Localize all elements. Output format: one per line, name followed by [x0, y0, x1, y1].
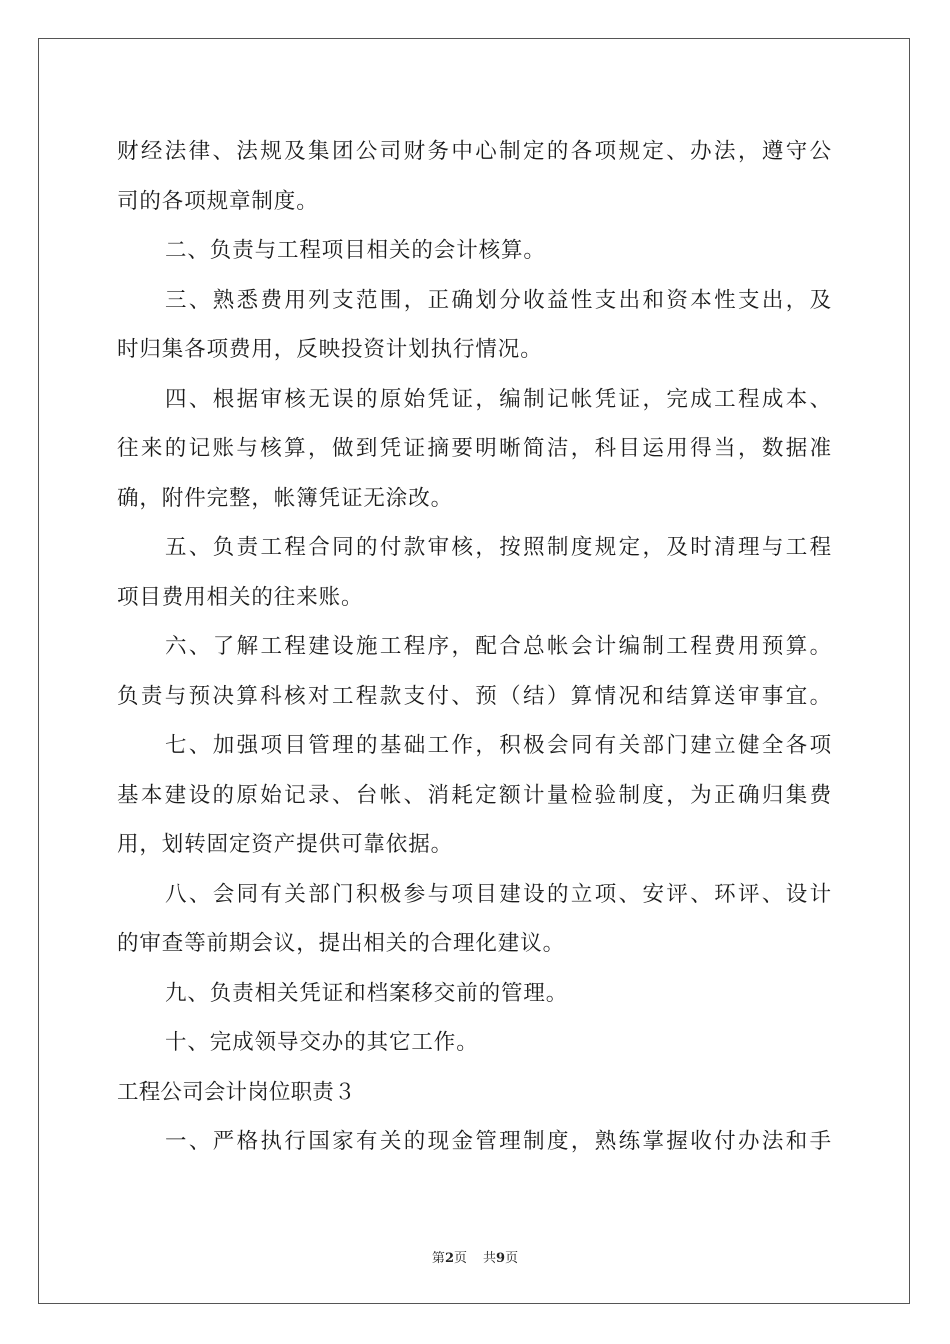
text-line: 四、根据审核无误的原始凭证，编制记帐凭证，完成工程成本、 [165, 386, 832, 412]
text-line: 负责与预决算科核对工程款支付、预（结）算情况和结算送审事宜。 [117, 683, 832, 709]
text-line: 一、严格执行国家有关的现金管理制度，熟练掌握收付办法和手 [165, 1129, 832, 1154]
text-line: 项目费用相关的往来账。 [117, 584, 364, 610]
footer-current-page: 2 [444, 1251, 454, 1266]
footer-page-suffix: 页 [453, 1251, 467, 1266]
text-line: 九、负责相关凭证和档案移交前的管理。 [165, 980, 569, 1006]
text-line: 时归集各项费用，反映投资计划执行情况。 [117, 337, 543, 362]
text-line: 用，划转固定资产提供可靠依据。 [117, 832, 454, 857]
text-line: 确，附件完整，帐簿凭证无涂改。 [117, 485, 454, 511]
text-line: 三、熟悉费用列支范围，正确划分收益性支出和资本性支出，及 [165, 287, 832, 313]
page-footer [0, 1247, 950, 1266]
text-line: 十、完成领导交办的其它工作。 [165, 1030, 479, 1055]
text-line: 基本建设的原始记录、台帐、消耗定额计量检验制度，为正确归集费 [117, 782, 832, 808]
text-line: 八、会同有关部门积极参与项目建设的立项、安评、环评、设计 [165, 881, 832, 907]
footer-total-prefix: 共 [483, 1251, 497, 1266]
document-body [117, 127, 832, 1167]
footer-total-pages: 9 [496, 1251, 506, 1266]
text-line: 六、了解工程建设施工程序，配合总帐会计编制工程费用预算。 [165, 634, 832, 659]
section-heading: 工程公司会计岗位职责３ [117, 1079, 356, 1105]
text-line: 司的各项规章制度。 [117, 188, 319, 214]
footer-total-suffix: 页 [505, 1251, 519, 1266]
footer-page-prefix: 第 [431, 1251, 445, 1266]
text-line: 二、负责与工程项目相关的会计核算。 [165, 238, 546, 263]
text-line: 七、加强项目管理的基础工作，积极会同有关部门建立健全各项 [165, 733, 832, 758]
text-line: 往来的记账与核算，做到凭证摘要明晰简洁，科目运用得当，数据准 [117, 436, 832, 461]
text-line: 财经法律、法规及集团公司财务中心制定的各项规定、办法，遵守公 [117, 139, 832, 164]
text-line: 的审查等前期会议，提出相关的合理化建议。 [117, 931, 566, 956]
text-line: 五、负责工程合同的付款审核，按照制度规定，及时清理与工程 [165, 535, 832, 560]
